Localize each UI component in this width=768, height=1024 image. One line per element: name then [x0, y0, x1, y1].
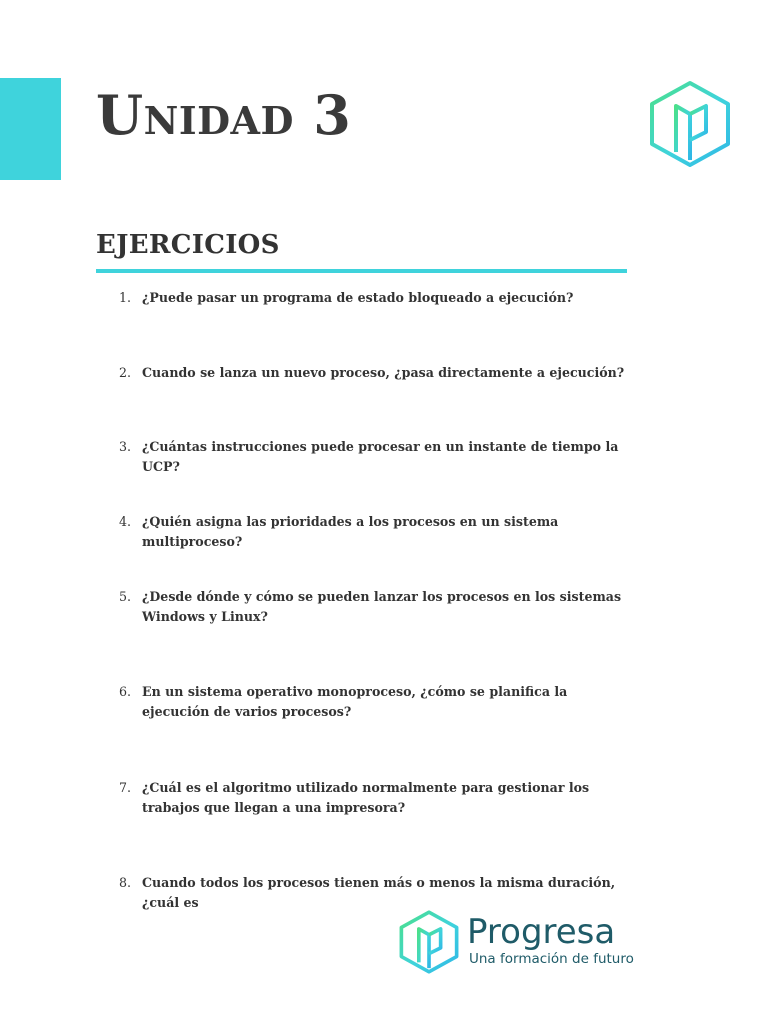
exercise-item — [96, 682, 632, 722]
accent-block — [0, 78, 61, 180]
section-heading: EJERCICIOS — [96, 230, 280, 260]
exercise-number: 4. — [118, 514, 131, 529]
exercise-number: 7. — [118, 780, 131, 795]
exercise-text: Cuando se lanza un nuevo proceso, ¿pasa directamente a ejecución? — [142, 365, 625, 380]
exercise-number: 1. — [118, 290, 131, 305]
exercise-item — [96, 587, 632, 627]
progresa-footer-logo-icon — [398, 910, 460, 974]
section-divider — [96, 269, 627, 273]
exercise-number: 6. — [118, 684, 131, 699]
exercise-text: En un sistema operativo monoproceso, ¿cómo se planifica la ejecución de varios procesos? — [142, 684, 568, 719]
exercise-item — [96, 437, 632, 477]
exercise-text: ¿Desde dónde y cómo se pueden lanzar los procesos en los sistemas Windows y Linux? — [142, 589, 622, 624]
brand-tagline: Una formación de futuro — [469, 951, 634, 967]
exercise-text: Cuando todos los procesos tienen más o menos la misma duración, ¿cuál es — [142, 875, 616, 910]
unit-title: Unidad 3 — [96, 83, 352, 147]
exercise-text: ¿Cuántas instrucciones puede procesar en un instante de tiempo la UCP? — [142, 439, 619, 474]
exercise-number: 2. — [118, 365, 131, 380]
exercise-number: 8. — [118, 875, 131, 890]
exercise-text: ¿Cuál es el algoritmo utilizado normalmente para gestionar los trabajos que llegan a una impresora? — [142, 780, 590, 815]
exercise-number: 5. — [118, 589, 131, 604]
exercise-item — [96, 288, 632, 308]
exercise-number: 3. — [118, 439, 131, 454]
exercise-text: ¿Puede pasar un programa de estado bloqueado a ejecución? — [142, 290, 574, 305]
exercise-item — [96, 778, 632, 818]
progresa-hexagon-logo-icon — [648, 80, 732, 168]
exercise-text: ¿Quién asigna las prioridades a los procesos en un sistema multiproceso? — [142, 514, 559, 549]
exercise-item — [96, 873, 632, 913]
exercise-item — [96, 363, 632, 383]
brand-name: Progresa — [467, 912, 616, 952]
exercise-item — [96, 512, 632, 552]
